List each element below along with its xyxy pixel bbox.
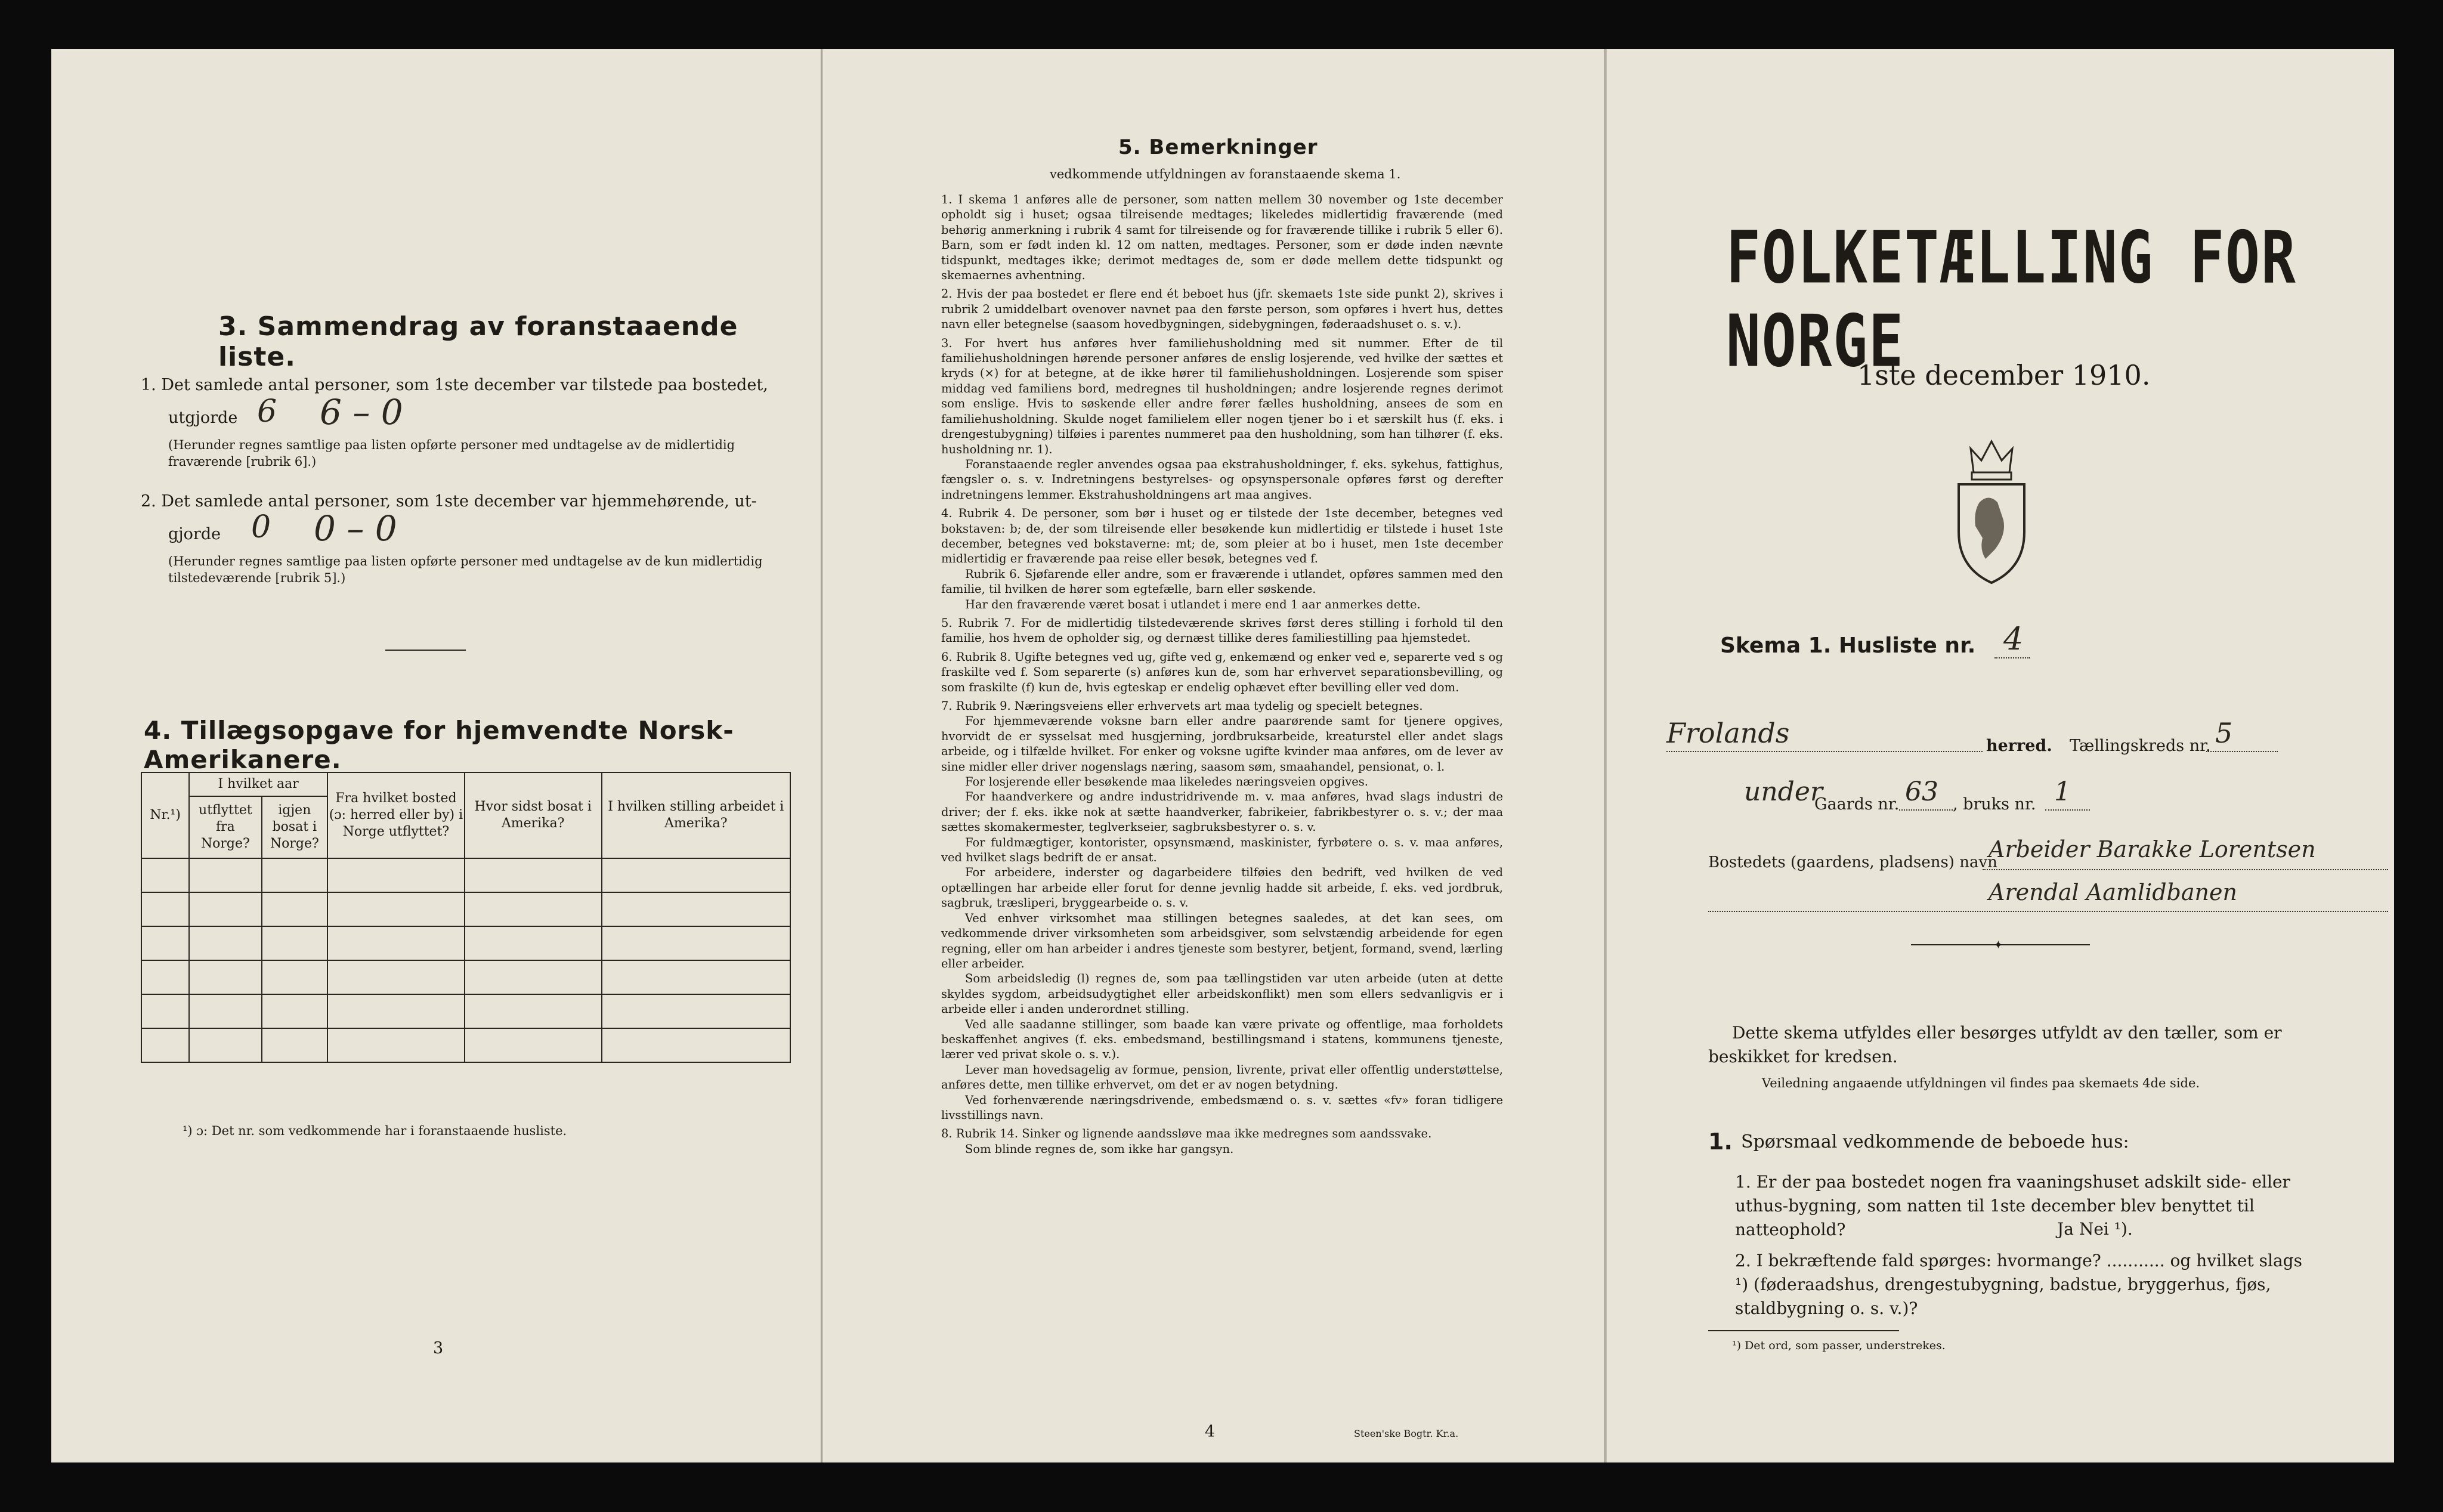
question-1: 1. Er der paa bostedet nogen fra vaaningshuset adskilt side- eller uthus-bygning, som natten til 1ste december blev benyttet til natteophold? xyxy=(1735,1172,2290,1239)
divider xyxy=(385,650,466,651)
col-sidst: Hvor sidst bosat i Amerika? xyxy=(465,772,602,858)
census-title: FOLKETÆLLING FOR NORGE xyxy=(1726,216,2297,383)
section3-title: 3. Sammendrag av foranstaaende liste. xyxy=(218,311,738,372)
intro-text: Dette skema utfyldes eller besørges utfyldt av den tæller, som er beskikket for kredsen. xyxy=(1708,1023,2282,1066)
remark-7f: For arbeidere, inderster og dagarbeidere tilføies den bedrift, ved hvilken de ved optællingen har arbeide eller forut for denne jevnlig hadde sit arbeide, f. eks. ved jordbruk, sagbruk, træsliperi, bryggearbeide o. s. v. xyxy=(941,865,1503,910)
item1-handwritten-b: 6 – 0 xyxy=(320,392,403,432)
kreds-label: Tællingskreds nr. xyxy=(2070,737,2211,755)
col-bosted: Fra hvilket bosted (ɔ: herred eller by) i Norge utflyttet? xyxy=(327,772,465,858)
page-number: 4 xyxy=(1205,1423,1216,1441)
item2-line1: 2. Det samlede antal personer, som 1ste december var hjemmehørende, ut- xyxy=(141,492,757,511)
ornament-divider: ✦ xyxy=(1911,941,2090,948)
husliste-nr-handwritten: 4 xyxy=(2003,622,2024,657)
item2-gjorde: gjorde xyxy=(168,525,221,543)
bosted-handwritten-2: Arendal Aamlidbanen xyxy=(1989,879,2237,905)
remark-7h: Som arbeidsledig (l) regnes de, som paa tællingstiden var uten arbeide (uten at dette skyldes sygdom, arbeidsudygtighet eller arbeidskonflikt) men som ellers sedvanligvis er i arbeide eller i anden underordnet stilling. xyxy=(941,972,1503,1016)
questions-heading-num: 1. xyxy=(1708,1128,1733,1155)
bruks-line xyxy=(2045,809,2090,811)
herred-label: herred. xyxy=(1986,737,2052,755)
table-row xyxy=(141,1028,790,1062)
husliste-line xyxy=(1994,657,2030,658)
item2-handwritten-a: 0 xyxy=(251,509,271,545)
gaards-label: Gaards nr. xyxy=(1814,795,1900,814)
remark-7g: Ved enhver virksomhet maa stillingen betegnes saaledes, at det kan sees, om vedkommende driver virksomheten som arbeidsgiver, som selvstændig arbeidende for egen regning, eller om han arbeider i andres tjeneste som bestyrer, betjent, formand, svend, lærling eller arbeider. xyxy=(941,911,1503,970)
intro-small: Veiledning angaaende utfyldningen vil findes paa skemaets 4de side. xyxy=(1762,1076,2200,1090)
bosted-line-2 xyxy=(1708,911,2388,912)
question-1-answer: Ja Nei ¹). xyxy=(2057,1219,2133,1239)
item1-note: (Herunder regnes samtlige paa listen opførte personer med undtagelse av de midlertidig fraværende [rubrik 6].) xyxy=(168,438,735,469)
bosted-label: Bostedets (gaardens, pladsens) navn xyxy=(1708,854,1997,871)
bosted-handwritten-1: Arbeider Barakke Lorentsen xyxy=(1989,836,2316,862)
col-nr: Nr.¹) xyxy=(141,772,189,858)
remark-8: 8. Rubrik 14. Sinker og lignende aandssløve maa ikke medregnes som aandssvake. xyxy=(941,1127,1432,1141)
bosted-line-1 xyxy=(1983,869,2388,870)
remark-7e: For fuldmægtiger, kontorister, opsynsmænd, maskinister, fyrbøtere o. s. v. maa anføres, ved hvilket slags bedrift de er ansat. xyxy=(941,835,1503,865)
kreds-handwritten: 5 xyxy=(2215,717,2233,749)
remark-4c: Har den fraværende været bosat i utlandet i mere end 1 aar anmerkes dette. xyxy=(965,597,1421,611)
remark-7d: For haandverkere og andre industridrivende m. v. maa anføres, hvad slags industri de driver; der f. eks. ikke nok at sætte haandverker, fabrikeier, fabrikbestyrer o. s. v.; der maa sættes skomakermester, teglverkseier, sagbruksbestyrer o. s. v. xyxy=(941,790,1503,834)
herred-line xyxy=(1666,751,1983,752)
table-row xyxy=(141,858,790,892)
remark-7k: Ved forhenværende næringsdrivende, embedsmænd o. s. v. sættes «fv» foran tidligere livsstillings navn. xyxy=(941,1093,1503,1122)
item1-line1: 1. Det samlede antal personer, som 1ste december var tilstede paa bostedet, xyxy=(141,376,768,394)
remark-6: 6. Rubrik 8. Ugifte betegnes ved ug, gifte ved g, enkemænd og enker ved e, separerte ved s og fraskilte ved f. Som separerte (s) anføres kun de, som har erhvervet separationsbevilling, og som fraskilte (f) kun de, hvis egteskap er endelig ophævet efter bevilling eller ved dom. xyxy=(941,650,1503,694)
col-stilling: I hvilken stilling arbeidet i Amerika? xyxy=(602,772,790,858)
footnote-divider xyxy=(1708,1330,1899,1331)
bruks-label: , bruks nr. xyxy=(1953,795,2036,814)
gaards-line xyxy=(1899,809,1953,811)
remark-4b: Rubrik 6. Sjøfarende eller andre, som er fraværende i utlandet, opføres sammen med den familie, til hvilken de hører som egtefælle, barn eller søskende. xyxy=(941,567,1503,596)
bruks-handwritten: 1 xyxy=(2054,777,2071,807)
printer-mark: Steen'ske Bogtr. Kr.a. xyxy=(1354,1428,1459,1439)
table-row xyxy=(141,960,790,994)
item1-handwritten-a: 6 xyxy=(257,394,277,429)
page-1 xyxy=(1607,49,2394,1462)
herred-handwritten: Frolands xyxy=(1666,717,1790,749)
page-number: 3 xyxy=(433,1339,444,1358)
col-utflyttet: utflyttet fra Norge? xyxy=(189,796,261,858)
question-2: 2. I bekræftende fald spørges: hvormange? ........... og hvilket slags ¹) (føderaadshus, drengestubygning, badstue, bryggerhus, fjøs, staldbygning o. s. v.)? xyxy=(1735,1251,2302,1318)
remark-8b: Som blinde regnes de, som ikke har gangsyn. xyxy=(965,1142,1234,1156)
remarks-subtitle: vedkommende utfyldningen av foranstaaende skema 1. xyxy=(1050,167,1401,181)
norsk-amerikanere-table xyxy=(141,772,791,1063)
questions-heading: Spørsmaal vedkommende de beboede hus: xyxy=(1741,1131,2129,1152)
remark-4: 4. Rubrik 4. De personer, som bør i huset og er tilstede der 1ste december, betegnes ved bokstaven: b; de, der som tilreisende eller besøkende kun midlertidig er tilstede i huset 1ste december, betegnes ved bokstaverne: mt; de, som pleier at bo i huset, men 1ste december midlertidig er fraværende paa reise eller besøk, betegnes ved f. xyxy=(941,506,1503,566)
item1-utgjorde: utgjorde xyxy=(168,409,238,427)
table-row xyxy=(141,892,790,926)
col-year-group: I hvilket aar xyxy=(189,772,327,796)
remark-7j: Lever man hovedsagelig av formue, pension, livrente, privat eller offentlig understøttelse, anføres dette, men tillike erhvervet, om det er av nogen betydning. xyxy=(941,1062,1503,1092)
census-date: 1ste december 1910. xyxy=(1857,359,2151,391)
section4-title: 4. Tillægsopgave for hjemvendte Norsk-Amerikanere. xyxy=(144,716,734,774)
remarks-title: 5. Bemerkninger xyxy=(1118,135,1318,159)
table-row xyxy=(141,926,790,960)
table-row xyxy=(141,994,790,1028)
table-footnote: ¹) ɔ: Det nr. som vedkommende har i foranstaaende husliste. xyxy=(183,1124,567,1138)
remark-5: 5. Rubrik 7. For de midlertidig tilstedeværende skrives først deres stilling i forhold til den familie, hos hvem de opholder sig, og dernæst tillike deres familiestilling paa hjemstedet. xyxy=(941,616,1503,645)
remark-7: 7. Rubrik 9. Næringsveiens eller erhvervets art maa tydelig og specielt betegnes. xyxy=(941,699,1423,713)
page1-footnote: ¹) Det ord, som passer, understrekes. xyxy=(1732,1339,1946,1352)
page-3 xyxy=(51,49,821,1462)
col-igjen: igjen bosat i Norge? xyxy=(262,796,328,858)
gaards-prefix-handwritten: under xyxy=(1744,777,1823,807)
coat-of-arms-icon xyxy=(1947,431,2036,586)
remarks-body xyxy=(919,192,1503,1157)
remark-7c: For losjerende eller besøkende maa likeledes næringsveien opgives. xyxy=(965,775,1368,789)
gaards-handwritten: 63 xyxy=(1905,777,1938,807)
remark-7b: For hjemmeværende voksne barn eller andre paarørende samt for tjenere opgives, hvorvidt de er sysselsat med husgjerning, jordbruksarbeide, kreaturstel eller andet slags arbeide, og i tilfælde hvilket. For enker og voksne ugifte kvinder maa anføres, om de lever av sine midler eller driver nogenslags næring, saasom søm, smaahandel, pensionat, o. l. xyxy=(941,714,1503,774)
page-4 xyxy=(823,49,1604,1462)
remark-3b: Foranstaaende regler anvendes ogsaa paa ekstrahusholdninger, f. eks. sykehus, fattighus, fængsler o. s. v. Indretningens bestyrelses- og opsynspersonale opføres først og derefter indretningens lemmer. Ekstrahusholdningens art maa angives. xyxy=(941,457,1503,502)
remark-1: 1. I skema 1 anføres alle de personer, som natten mellem 30 november og 1ste december opholdt sig i huset; ogsaa tilreisende medtages; likeledes midlertidig fraværende (med behørig anmerkning i rubrik 4 samt for tilreisende og for fraværende tillike i rubrik 5 eller 6). Barn, som er født inden kl. 12 om natten, medtages. Personer, som er døde inden nævnte tidspunkt, medtages ikke; derimot medtages de, som er døde mellem dette tidspunkt og skemaernes avhentning. xyxy=(941,193,1503,283)
remark-3: 3. For hvert hus anføres hver familiehusholdning med sit nummer. Efter de til familiehusholdningen hørende personer anføres de enslig losjerende, ved hvilke der sættes et kryds (×) for at betegne, at de ikke hører til familiehusholdningen. Losjerende som spiser middag ved familiens bord, medregnes til husholdningen; andre losjerende regnes derimot som enslige. Hvis to søskende eller andre fører fælles husholdning, ansees de som en familiehusholdning. Skulde noget familielem eller nogen tjener bo i et særskilt hus (f. eks. i drengestubygning) tilføies i parentes nummeret paa den husholdning, som han tilhører (f. eks. husholdning nr. 1). xyxy=(941,336,1503,456)
kreds-line xyxy=(2206,751,2278,752)
remark-7i: Ved alle saadanne stillinger, som baade kan være private og offentlige, maa forholdets beskaffenhet angives (f. eks. embedsmand, bestillingsmand i statens, kommunens tjeneste, lærer ved privat skole o. s. v.). xyxy=(941,1017,1503,1062)
skema-label: Skema 1. Husliste nr. xyxy=(1720,633,1976,658)
item2-handwritten-b: 0 – 0 xyxy=(314,508,397,549)
item2-note: (Herunder regnes samtlige paa listen opførte personer med undtagelse av de kun midlertidig tilstedeværende [rubrik 5].) xyxy=(168,554,763,585)
remark-2: 2. Hvis der paa bostedet er flere end ét beboet hus (jfr. skemaets 1ste side punkt 2), skrives i rubrik 2 umiddelbart ovenover navnet paa den første person, som opføres i hvert hus, dettes navn eller betegnelse (saasom hovedbygningen, sidebygningen, føderaadshuset o. s. v.). xyxy=(941,287,1503,332)
